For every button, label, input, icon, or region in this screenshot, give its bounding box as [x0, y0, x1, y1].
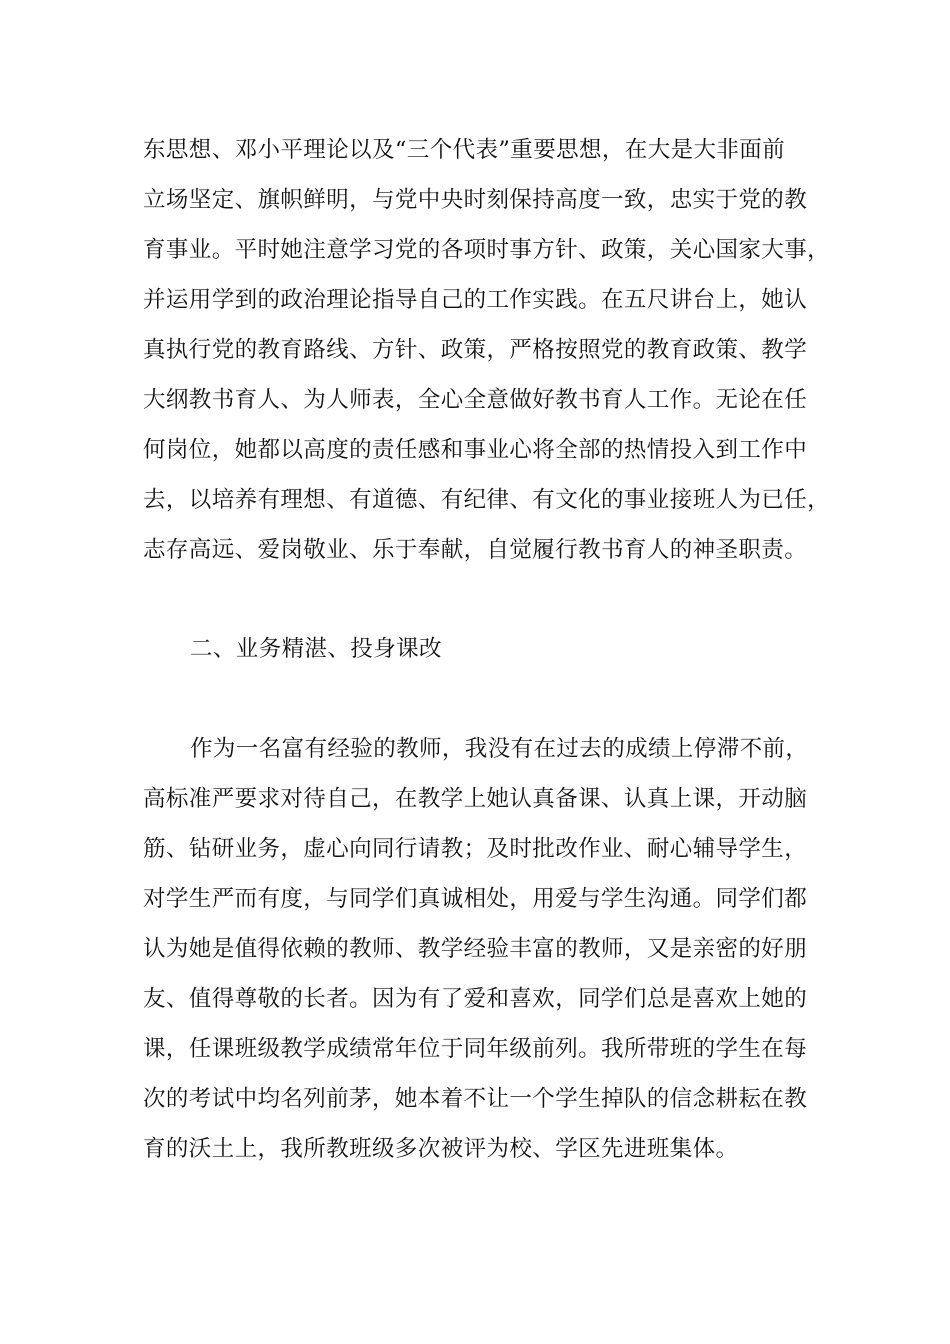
paragraph-2-line-7: 课，任课班级教学成绩常年位于同年级前列。我所带班的学生在每	[143, 1036, 808, 1062]
paragraph-1-line-1: 东思想、邓小平理论以及“三个代表”重要思想，在大是大非面前	[143, 137, 786, 163]
paragraph-2-line-9: 育的沃土上，我所教班级多次被评为校、学区先进班集体。	[143, 1136, 739, 1162]
paragraph-2-line-5: 认为她是值得依赖的教师、教学经验丰富的教师，又是亲密的好朋	[143, 936, 808, 962]
paragraph-2-line-8: 次的考试中均名列前茅，她本着不让一个学生掉队的信念耕耘在教	[143, 1086, 808, 1112]
paragraph-1-line-9: 志存高远、爱岗敬业、乐于奉献，自觉履行教书育人的神圣职责。	[143, 537, 808, 563]
paragraph-1-line-6: 大纲教书育人、为人师表，全心全意做好教书育人工作。无论在任	[143, 387, 808, 413]
paragraph-1-line-4: 并运用学到的政治理论指导自己的工作实践。在五尺讲台上，她认	[143, 287, 808, 313]
section-heading: 二、业务精湛、投身课改	[190, 636, 442, 662]
paragraph-2-line-6: 友、值得尊敬的长者。因为有了爱和喜欢，同学们总是喜欢上她的	[143, 986, 808, 1012]
paragraph-2-line-3: 筋、钻研业务，虚心向同行请教；及时批改作业、耐心辅导学生，	[143, 836, 808, 862]
paragraph-1-line-2: 立场坚定、旗帜鲜明，与党中央时刻保持高度一致，忠实于党的教	[143, 187, 808, 213]
paragraph-1-line-7: 何岗位，她都以高度的责任感和事业心将全部的热情投入到工作中	[143, 437, 808, 463]
paragraph-2-line-1: 作为一名富有经验的教师，我没有在过去的成绩上停滞不前，	[190, 736, 809, 762]
paragraph-1-line-3: 育事业。平时她注意学习党的各项时事方针、政策，关心国家大事，	[143, 237, 831, 263]
paragraph-1-line-5: 真执行党的教育路线、方针、政策，严格按照党的教育政策、教学	[143, 337, 808, 363]
paragraph-2-line-2: 高标准严要求对待自己，在教学上她认真备课、认真上课，开动脑	[143, 786, 808, 812]
paragraph-1-line-8: 去，以培养有理想、有道德、有纪律、有文化的事业接班人为已任，	[143, 487, 831, 513]
paragraph-2-line-4: 对学生严而有度，与同学们真诚相处，用爱与学生沟通。同学们都	[143, 886, 808, 912]
